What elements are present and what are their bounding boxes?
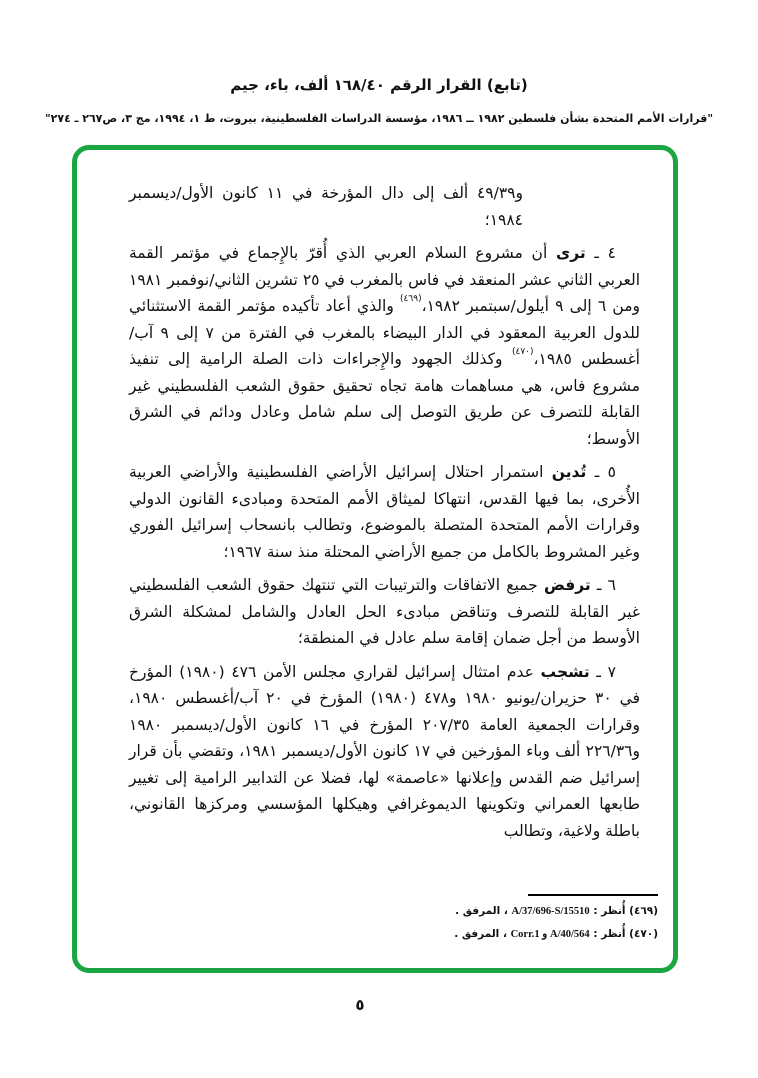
footnote-document-symbol: A/37/696-S/15510 <box>511 906 590 917</box>
paragraph-5 <box>129 459 640 565</box>
footnote-separator <box>528 894 658 896</box>
paragraph-text: عدم امتثال إسرائيل لقراري مجلس الأمن ٤٧٦‏ (١٩٨٠) المؤرخ في ٣٠ حزيران/يونيو ١٩٨٠ و٤٧٨‏ (١٩٨٠) المؤرخ في ٢٠ آب/أغسطس ١٩٨٠، وقرارات الجمعية العامة ٢٠٧/٣٥ المؤرخ في ١٦ كانون الأول/ديسمبر ١٩٨٠ و٢٢٦/٣٦ ألف وباء المؤرخين في ١٧ كانون الأول/ديسمبر ١٩٨١، وتقضي بأن قرار إسرائيل ضم القدس وإعلانها «عاصمة» لها، فضلا عن التدابير الرامية إلى تغيير طابعها العمراني وتكوينها الديموغرافي وهيكلها المؤسسي ومركزها القانوني، باطلة ولاغية، وتطالب <box>129 662 641 840</box>
footnote-label: أُنظر : <box>589 928 630 940</box>
footnote-ref-469: (٤٦٩) <box>400 293 422 304</box>
paragraph-number: ٤ ـ <box>585 244 616 262</box>
resolution-title: (تابع) القرار الرقم ١٦٨/٤٠ ألف، باء، جيم <box>230 76 528 94</box>
paragraph-number: ٧ ـ <box>589 662 616 681</box>
green-frame <box>72 145 678 973</box>
paragraph-6 <box>129 572 640 652</box>
paragraph-text: أن مشروع السلام العربي الذي أُقرّ بالإِجماع في مؤتمر القمة العربي الثاني عشر المنعقد في فاس بالمغرب في ٢٥ تشرين الثاني/نوفمبر ١٩٨١ ومن ٦ إلى ٩ أيلول/سبتمبر ١٩٨٢، <box>129 244 641 315</box>
paragraph-text: والذي أعاد تأكيده مؤتمر القمة الاستثنائي للدول العربية المعقود في الدار البيضاء بالمغرب في الفترة من ٧ إلى ٩ آب/أغسطس ١٩٨٥، <box>129 297 640 368</box>
resolution-body <box>129 180 640 844</box>
footnote-marker: (٤٦٩) <box>629 905 658 917</box>
footnote-document-symbol: A/40/564 و Corr.1 <box>510 929 590 940</box>
source-citation: "قرارات الأمم المتحدة بشأن فلسطين ١٩٨٢ ــ ١٩٨٦، مؤسسة الدراسات الفلسطينية، بيروت، ط ١، ١٩٩٤، مج ٣، ص٢٦٧ ـ ٢٧٤" <box>44 112 714 125</box>
paragraph-4 <box>129 240 640 452</box>
operative-verb: تُدين <box>551 463 587 481</box>
paragraph-text: جميع الاتفاقات والترتيبات التي تنتهك حقوق الشعب الفلسطيني غير القابلة للتصرف وتناقض مبادىء الحل العادل والشامل لمشكلة الشرق الأوسط من أجل ضمان إقامة سلم عادل في المنطقة؛ <box>129 576 640 647</box>
footnote-470 <box>138 923 658 946</box>
footnote-ref-470: (٤٧٠) <box>511 346 534 357</box>
operative-verb: تشجب <box>540 662 590 681</box>
footnotes-section <box>138 894 658 946</box>
continuation-date: ١٩٨٤؛ <box>484 210 523 229</box>
footnote-tail: ، المرفق . <box>455 905 512 917</box>
footnote-tail: ، المرفق . <box>454 928 511 940</box>
paragraph-text: استمرار احتلال إسرائيل الأراضي الفلسطينية والأراضي العربية الأُخرى، بما فيها القدس، انتهاكا لميثاق الأمم المتحدة ومبادىء القانون الدولي وقرارات الأمم المتحدة المتصلة بالموضوع، وتطالب بانسحاب إسرائيل الفوري وغير المشروط بالكامل من جميع الأراضي المحتلة منذ سنة ١٩٦٧؛ <box>129 463 640 561</box>
paragraph-7 <box>129 659 640 845</box>
footnote-marker: (٤٧٠) <box>629 928 658 940</box>
paragraph-number: ٥ ـ <box>586 463 616 481</box>
continuation-line: و٤٩/٣٩ ألف إلى دال المؤرخة في ١١ كانون الأول/ديسمبر <box>129 184 523 202</box>
paragraph-number: ٦ ـ <box>590 576 616 594</box>
page-number: ٥ <box>355 996 365 1014</box>
operative-verb: ترى <box>555 244 586 262</box>
footnote-label: أُنظر : <box>589 905 630 917</box>
footnote-469 <box>138 900 658 923</box>
operative-verb: ترفض <box>543 576 591 594</box>
paragraph-text: وكذلك الجهود والإِجراءات ذات الصلة الرامية إلى تنفيذ مشروع فاس، هي مساهمات هامة تجاه تحقيق حقوق الشعب الفلسطيني غير القابلة للتصرف عن طريق التوصل إلى سلم شامل وعادل ودائم في الشرق الأوسط؛ <box>129 350 640 448</box>
